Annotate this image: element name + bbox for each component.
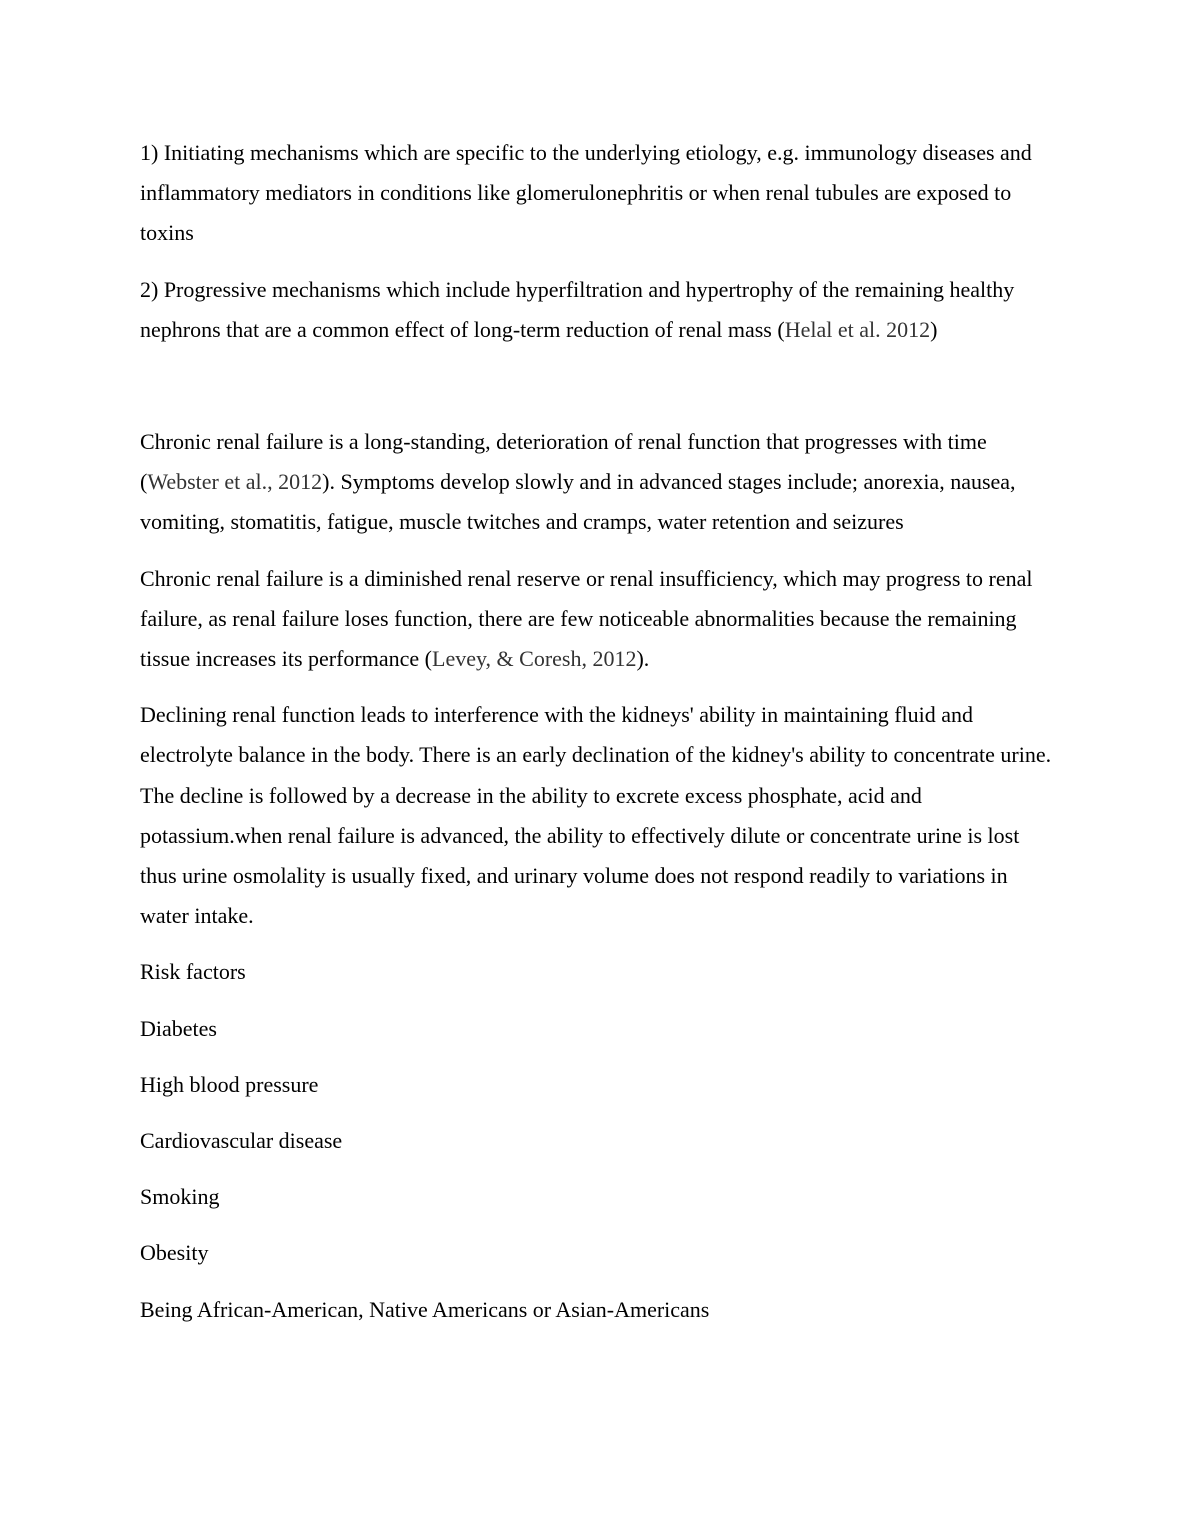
chronic-renal-failure-paragraph	[140, 422, 1055, 543]
risk-factor-item: Being African-American, Native Americans or Asian-Americans	[140, 1296, 710, 1322]
mechanism-1-paragraph: 1) Initiating mechanisms which are specific to the underlying etiology, e.g. immunology diseases and inflammatory mediators in conditions like glomerulonephritis or when renal tubules are exposed to toxins	[140, 140, 1032, 246]
paragraph-2-text-end: ).	[636, 646, 650, 672]
declining-function-paragraph: Declining renal function leads to interference with the kidneys' ability in maintaining fluid and electrolyte balance in the body. There is an early declination of the kidney's ability to concentrate urine. The decline is followed by a decrease in the ability to excrete excess phosphate, acid and potassium.when renal failure is advanced, the ability to effectively dilute or concentrate urine is lost thus urine osmolality is usually fixed, and urinary volume does not respond readily to variations in water intake.	[140, 702, 1052, 929]
citation-helal: Helal et al. 2012	[784, 316, 931, 342]
paragraph-1-text-end: ). Symptoms develop slowly and in advanced stages include; anorexia, nausea, vomiting, stomatitis, fatigue, muscle twitches and cramps, water retention and seizures	[140, 469, 1016, 535]
risk-factors-heading: Risk factors	[140, 959, 246, 985]
mechanism-2-text: 2) Progressive mechanisms which include hyperfiltration and hypertrophy of the remaining healthy nephrons that are a common effect of long-term reduction of renal mass (	[140, 276, 1015, 342]
risk-factor-item: Diabetes	[140, 1015, 217, 1041]
mechanism-2-paragraph	[140, 270, 1055, 350]
risk-factor-item: Obesity	[140, 1240, 209, 1266]
document-body	[140, 133, 1055, 1346]
renal-reserve-paragraph	[140, 559, 1055, 680]
blank-line	[140, 366, 1055, 422]
risk-factor-item: Cardiovascular disease	[140, 1128, 343, 1154]
paragraph-1-text: Chronic renal failure is a long-standing, deterioration of renal function that progresses with time (	[140, 429, 987, 495]
mechanism-2-text-end: )	[930, 316, 938, 342]
risk-factor-item: Smoking	[140, 1184, 220, 1210]
paragraph-2-text: Chronic renal failure is a diminished renal reserve or renal insufficiency, which may progress to renal failure, as renal failure loses function, there are few noticeable abnormalities because the remaining tissue increases its performance (	[140, 565, 1033, 672]
citation-levey-coresh: Levey, & Coresh, 2012	[432, 646, 637, 672]
citation-webster: Webster et al., 2012	[147, 469, 323, 495]
risk-factor-item: High blood pressure	[140, 1071, 319, 1097]
